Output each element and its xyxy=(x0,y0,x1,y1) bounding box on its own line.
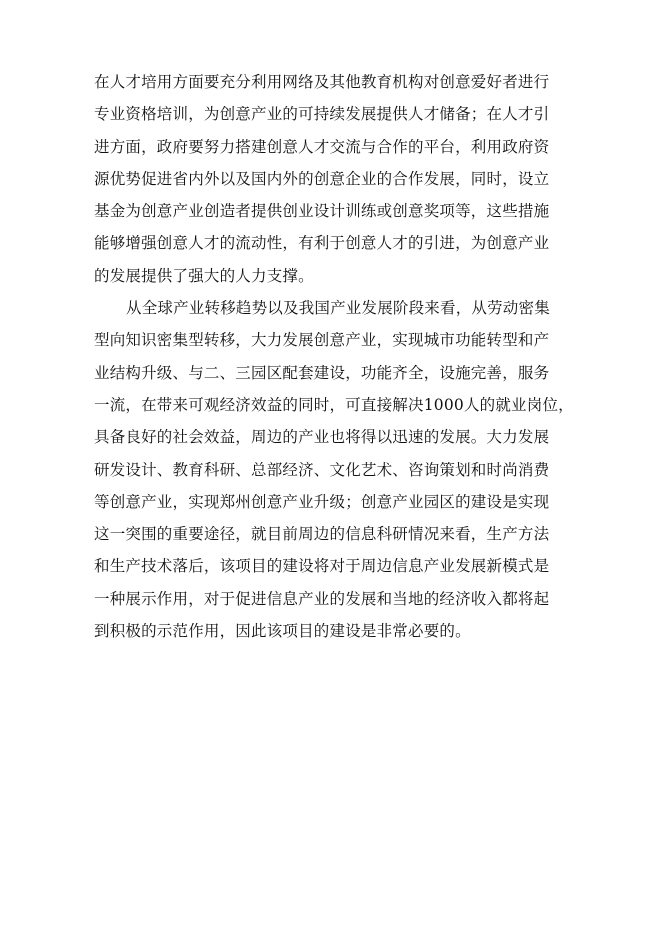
body-text xyxy=(94,66,614,647)
paragraph-line: 具备良好的社会效益，周边的产业也将得以迅速的发展。大力发展 xyxy=(94,428,550,447)
paragraph-line: 等创意产业，实现郑州创意产业升级；创意产业园区的建设是实现 xyxy=(94,492,550,511)
paragraph-1 xyxy=(94,66,614,292)
paragraph-line: 研发设计、教育科研、总部经济、文化艺术、咨询策划和时尚消费 xyxy=(94,460,550,479)
paragraph-line: 进方面，政府要努力搭建创意人才交流与合作的平台，利用政府资 xyxy=(94,137,550,156)
paragraph-first-line: 从全球产业转移趋势以及我国产业发展阶段来看，从劳动密集 xyxy=(126,299,550,318)
paragraph-line: 专业资格培训，为创意产业的可持续发展提供人才储备；在人才引 xyxy=(94,105,550,124)
paragraph-line: 业结构升级、与二、三园区配套建设，功能齐全，设施完善，服务 xyxy=(94,363,550,382)
paragraph-line: 一种展示作用，对于促进信息产业的发展和当地的经济收入都将起 xyxy=(94,589,550,608)
paragraph-line: 在人才培用方面要充分利用网络及其他教育机构对创意爱好者进行 xyxy=(94,73,550,91)
paragraph-line: 和生产技术落后，该项目的建设将对于周边信息产业发展新模式是 xyxy=(94,557,550,576)
paragraph-line: 到积极的示范作用，因此该项目的建设是非常必要的。 xyxy=(94,622,471,641)
paragraph-line: 型向知识密集型转移，大力发展创意产业，实现城市功能转型和产 xyxy=(94,331,550,350)
paragraph-line: 源优势促进省内外以及国内外的创意企业的合作发展，同时，设立 xyxy=(94,169,550,188)
paragraph-line: 能够增强创意人才的流动性，有利于创意人才的引进，为创意产业 xyxy=(94,234,550,253)
paragraph-2 xyxy=(94,292,614,647)
paragraph-line: 一流，在带来可观经济效益的同时，可直接解决1000人的就业岗位， xyxy=(94,395,574,414)
paragraph-line: 的发展提供了强大的人力支撑。 xyxy=(94,266,314,285)
paragraph-line: 基金为创意产业创造者提供创业设计训练或创意奖项等，这些措施 xyxy=(94,202,550,221)
paragraph-line: 这一突围的重要途径，就目前周边的信息科研情况来看，生产方法 xyxy=(94,525,550,544)
